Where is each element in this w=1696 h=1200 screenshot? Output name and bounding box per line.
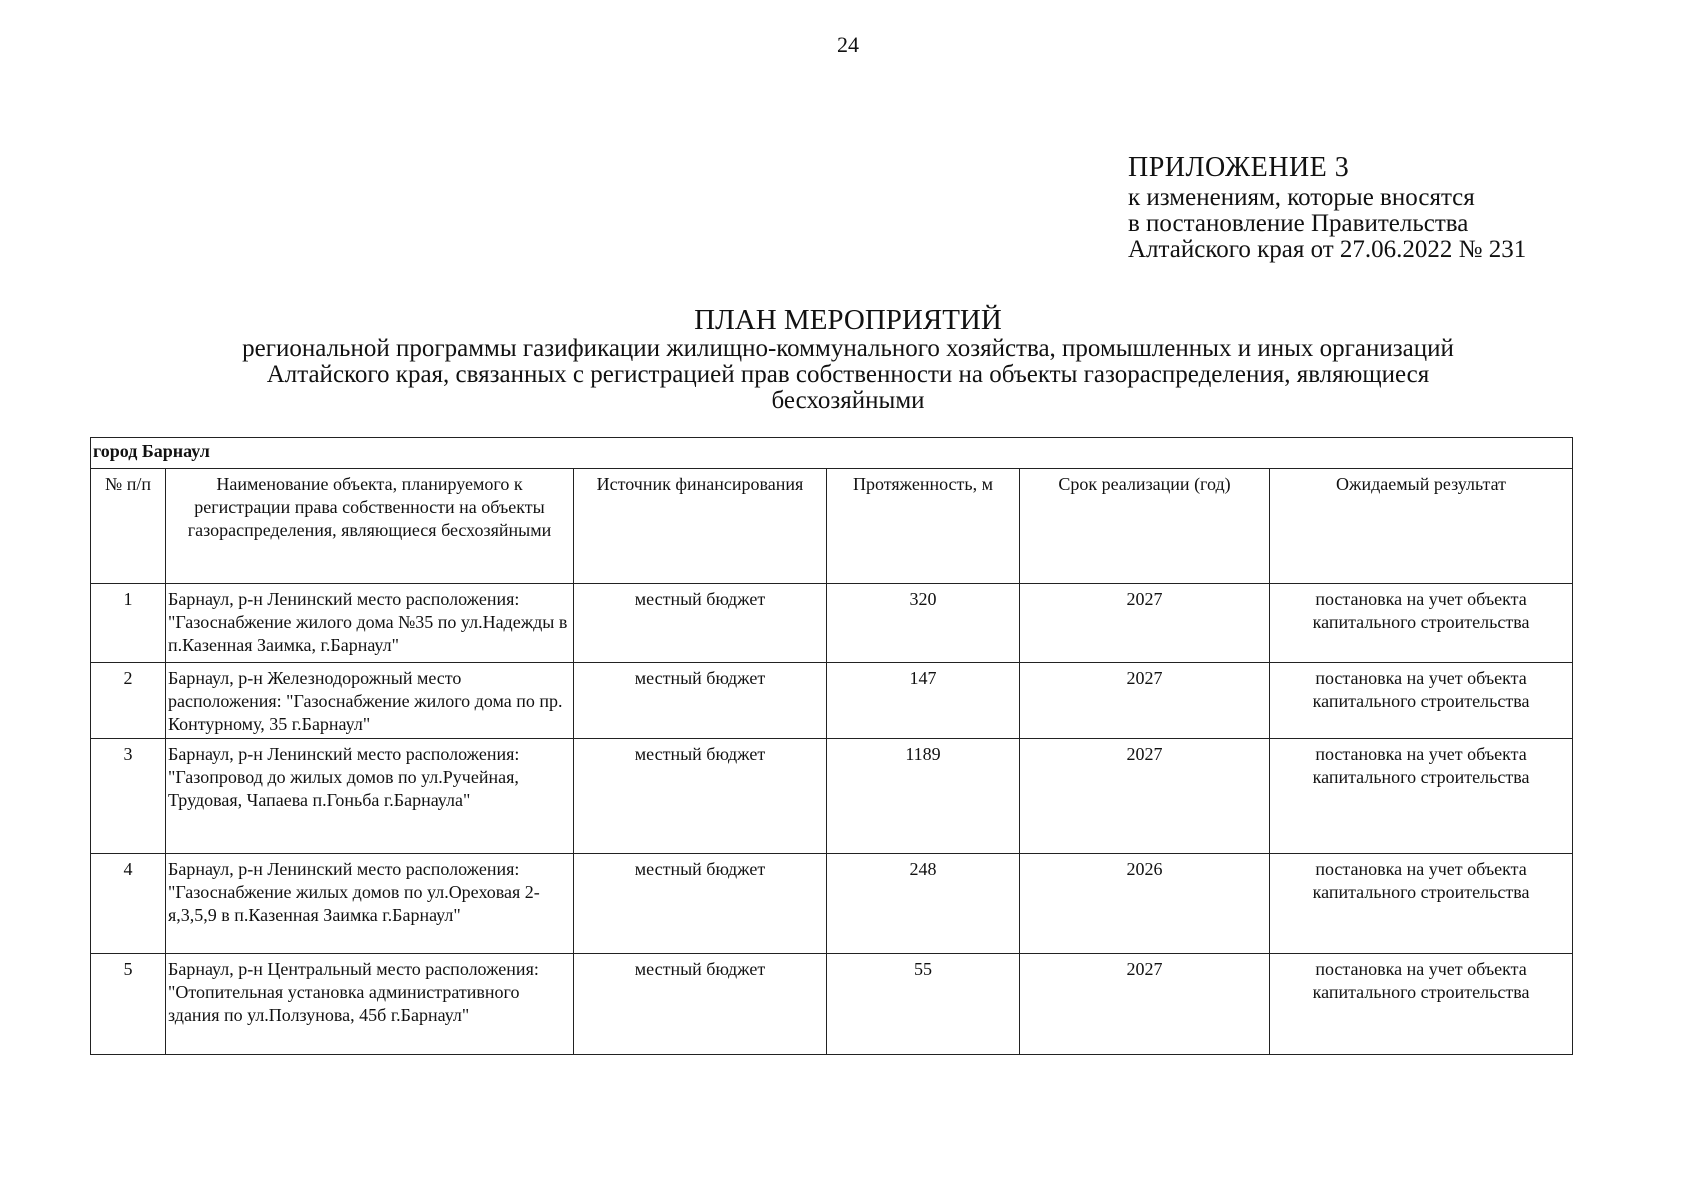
appendix-line-2: в постановление Правительства [1128, 210, 1469, 237]
row-length: 55 [827, 954, 1020, 1055]
row-length: 248 [827, 854, 1020, 954]
appendix-block [1128, 152, 1527, 263]
row-num: 2 [91, 663, 166, 739]
header-term: Срок реализации (год) [1020, 469, 1270, 584]
appendix-line-1: к изменениям, которые вносятся [1128, 184, 1475, 211]
row-length: 147 [827, 663, 1020, 739]
row-term: 2027 [1020, 663, 1270, 739]
row-name: Барнаул, р-н Ленинский место расположения: "Газопровод до жилых домов по ул.Ручейная, Трудовая, Чапаева п.Гоньба г.Барнаула" [166, 739, 574, 854]
row-term: 2027 [1020, 954, 1270, 1055]
row-source: местный бюджет [574, 663, 827, 739]
row-length: 1189 [827, 739, 1020, 854]
table-row [91, 739, 1573, 854]
table-row [91, 663, 1573, 739]
header-source: Источник финансирования [574, 469, 827, 584]
row-term: 2026 [1020, 854, 1270, 954]
plan-subtitle-3: бесхозяйными [771, 387, 925, 414]
row-result: постановка на учет объекта капитального строительства [1270, 663, 1573, 739]
header-result: Ожидаемый результат [1270, 469, 1573, 584]
header-num: № п/п [91, 469, 166, 584]
header-name: Наименование объекта, планируемого к регистрации права собственности на объекты газораспределения, являющиеся бесхозяйными [166, 469, 574, 584]
row-source: местный бюджет [574, 739, 827, 854]
row-source: местный бюджет [574, 584, 827, 663]
appendix-line-3: Алтайского края от 27.06.2022 № 231 [1128, 236, 1527, 263]
city-label: город Барнаул [91, 438, 1573, 469]
row-source: местный бюджет [574, 854, 827, 954]
row-name: Барнаул, р-н Ленинский место расположения: "Газоснабжение жилого дома №35 по ул.Надежды в п.Казенная Заимка, г.Барнаул" [166, 584, 574, 663]
city-row [91, 438, 1573, 469]
row-name: Барнаул, р-н Ленинский место расположения: "Газоснабжение жилых домов по ул.Ореховая 2-я,3,5,9 в п.Казенная Заимка г.Барнаул" [166, 854, 574, 954]
header-length: Протяженность, м [827, 469, 1020, 584]
table-row [91, 954, 1573, 1055]
row-num: 4 [91, 854, 166, 954]
row-num: 5 [91, 954, 166, 1055]
row-name: Барнаул, р-н Железнодорожный место расположения: "Газоснабжение жилого дома по пр. Контурному, 35 г.Барнаул" [166, 663, 574, 739]
row-result: постановка на учет объекта капитального строительства [1270, 739, 1573, 854]
row-num: 3 [91, 739, 166, 854]
plan-table [90, 437, 1573, 1055]
appendix-title: ПРИЛОЖЕНИЕ 3 [1128, 152, 1350, 183]
row-num: 1 [91, 584, 166, 663]
table-row [91, 584, 1573, 663]
row-result: постановка на учет объекта капитального строительства [1270, 954, 1573, 1055]
plan-title: ПЛАН МЕРОПРИЯТИЙ [694, 304, 1002, 336]
row-term: 2027 [1020, 739, 1270, 854]
plan-header [90, 304, 1606, 414]
row-name: Барнаул, р-н Центральный место расположения: "Отопительная установка административного здания по ул.Ползунова, 45б г.Барнаул" [166, 954, 574, 1055]
row-term: 2027 [1020, 584, 1270, 663]
plan-subtitle-1: региональной программы газификации жилищно-коммунального хозяйства, промышленных и иных организаций [242, 335, 1454, 362]
page-number: 24 [837, 32, 859, 57]
row-result: постановка на учет объекта капитального строительства [1270, 584, 1573, 663]
table-row [91, 854, 1573, 954]
plan-subtitle-2: Алтайского края, связанных с регистрацией прав собственности на объекты газораспределения, являющиеся [266, 361, 1430, 388]
header-row [91, 469, 1573, 584]
row-length: 320 [827, 584, 1020, 663]
row-result: постановка на учет объекта капитального строительства [1270, 854, 1573, 954]
row-source: местный бюджет [574, 954, 827, 1055]
